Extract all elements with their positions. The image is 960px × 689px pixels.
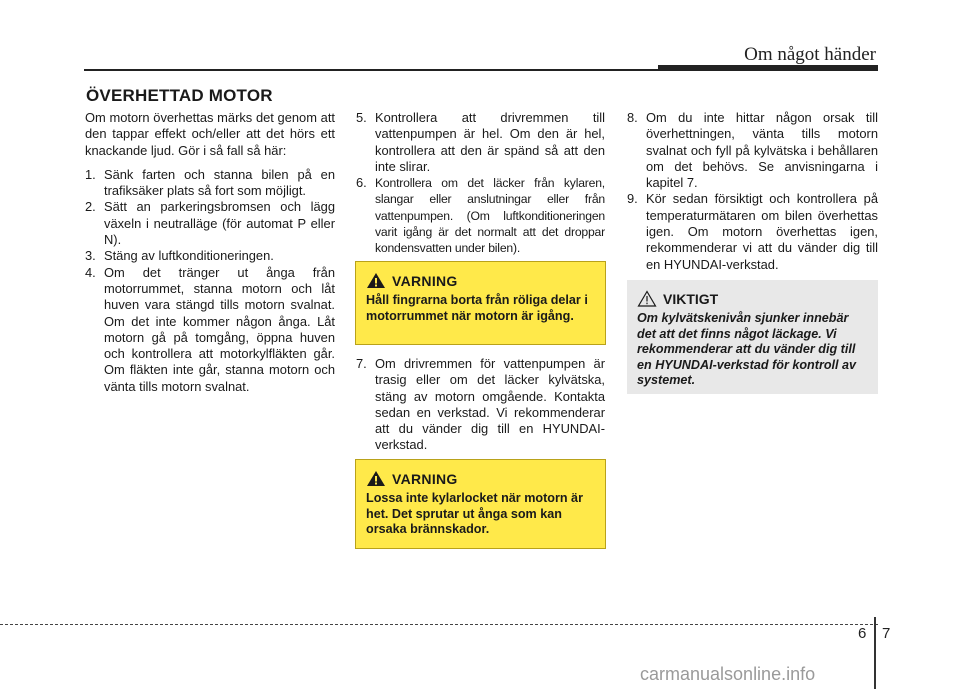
- steps-list-b: [356, 110, 605, 257]
- warning-text: Håll fingrarna borta från röliga delar i motorrummet när motorn är igång.: [366, 293, 588, 323]
- warning-triangle-icon: [366, 272, 386, 289]
- list-item: 9. Kör sedan försiktigt och kontrollera på temperaturmätaren om bilen överhettas igen. Om motorn överhettas igen, rekommenderar vi att du vänder dig till en HYUNDAI-verkstad.: [627, 191, 878, 272]
- warning-box-moving-parts: [355, 261, 606, 345]
- notice-box: [627, 280, 878, 394]
- warning-triangle-icon: [366, 470, 386, 487]
- column-right: [627, 110, 878, 273]
- caution-triangle-icon: [637, 290, 657, 307]
- steps-list-d: [627, 110, 878, 273]
- page-number: 7: [882, 625, 891, 642]
- list-item: 5. Kontrollera att drivremmen till vattenpumpen är hel. Om den är hel, kontrollera att den är spänd så att den inte slirar.: [356, 110, 605, 174]
- list-item: 4. Om det tränger ut ånga från motorrummet, stanna motorn och låt huven vara stängd tills motorn svalnat. Om det inte kommer någon ånga. Låt motorn gå på tomgång, öppna huven och kontrollera att motorkylfläkten går. Om fläkten inte går, stanna motorn och vänta tills motorn svalnat.: [85, 264, 335, 394]
- warning-box-radiator-cap: [355, 459, 606, 549]
- footer-dashed-rule: [0, 624, 878, 625]
- steps-list-a: [85, 167, 335, 395]
- notice-title: VIKTIGT: [663, 290, 719, 307]
- notice-text: Om kylvätskenivån sjunker innebär det att det finns något läckage. Vi rekommenderar att du vänder dig till en HYUNDAI-verkstad för kontroll av systemet.: [637, 311, 857, 387]
- list-item: 7. Om drivremmen för vattenpumpen är trasig eller om det läcker kylvätska, stäng av motorn omgående. Kontakta sedan en verkstad. Vi rekommenderar att du vänder dig till en HYUNDAI-verkstad.: [356, 356, 605, 453]
- warning-title: VARNING: [392, 470, 458, 487]
- section-title: ÖVERHETTAD MOTOR: [86, 86, 273, 105]
- column-middle: [356, 110, 605, 257]
- list-item: 3. Stäng av luftkonditioneringen.: [85, 248, 274, 264]
- warning-title: VARNING: [392, 272, 458, 289]
- chapter-number: 6: [858, 625, 867, 642]
- steps-list-c: [356, 356, 605, 454]
- notice-header: [637, 290, 870, 307]
- list-item: 2. Sätt an parkeringsbromsen och lägg växeln i neutralläge (för automat P eller N).: [85, 199, 335, 248]
- list-item: 1. Sänk farten och stanna bilen på en trafiksäker plats så fort som möjligt.: [85, 166, 335, 199]
- running-header-title: Om något händer: [744, 44, 876, 65]
- column-left: [85, 110, 335, 395]
- column-middle-lower: [356, 356, 605, 454]
- list-item: 6. Kontrollera om det läcker från kylaren, slangar eller anslutningar eller från vattenpumpen. (Om luftkonditioneringen varit igång är det normalt att det droppar kondensvatten under bilen).: [356, 175, 605, 256]
- footer-divider: [874, 617, 876, 689]
- warning-header: [366, 470, 597, 487]
- list-item: 8. Om du inte hittar någon orsak till överhettningen, vänta tills motorn svalnat och fyll på kylvätska i behållaren om det behövs. Se anvisningarna i kapitel 7.: [627, 110, 878, 191]
- watermark: carmanualsonline.info: [640, 664, 816, 684]
- intro-paragraph: Om motorn överhettas märks det genom att den tappar effekt och/eller att det hörs ett knackande ljud. Gör i så fall så här:: [85, 110, 335, 158]
- warning-text: Lossa inte kylarlocket när motorn är het. Det sprutar ut ånga som kan orsaka brännskador.: [366, 491, 583, 536]
- header-rule-accent: [658, 65, 878, 71]
- warning-header: [366, 272, 597, 289]
